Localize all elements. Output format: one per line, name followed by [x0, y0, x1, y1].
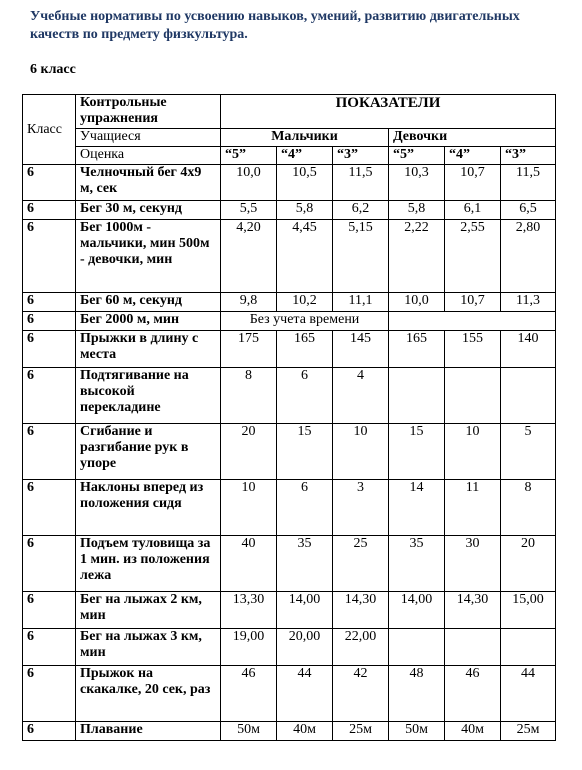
cell-value: 175 [221, 331, 277, 368]
cell-value: 165 [389, 331, 445, 368]
table-row [23, 536, 556, 592]
cell-value: 11 [445, 480, 501, 536]
cell-value: 50м [389, 722, 445, 741]
cell-value [445, 629, 501, 666]
norms-table [22, 94, 556, 741]
header-mark: “5” [389, 147, 445, 165]
cell-value: 2,55 [445, 220, 501, 293]
cell-class: 6 [23, 536, 76, 592]
cell-value: 11,1 [333, 293, 389, 312]
cell-value [501, 629, 556, 666]
cell-class: 6 [23, 368, 76, 424]
cell-class: 6 [23, 312, 76, 331]
cell-value: 6,5 [501, 201, 556, 220]
table-row [23, 201, 556, 220]
cell-value: 25м [501, 722, 556, 741]
table-row [23, 424, 556, 480]
cell-value: 25м [333, 722, 389, 741]
cell-exercise: Бег 1000м - мальчики, мин 500м - девочки, мин [76, 220, 221, 293]
header-boys: Мальчики [221, 129, 389, 147]
cell-class: 6 [23, 220, 76, 293]
cell-value: 15 [277, 424, 333, 480]
cell-empty [389, 312, 556, 331]
cell-value: 155 [445, 331, 501, 368]
cell-value: 9,8 [221, 293, 277, 312]
cell-exercise: Сгибание и разгибание рук в упоре [76, 424, 221, 480]
cell-exercise: Челночный бег 4х9 м, сек [76, 165, 221, 201]
cell-value: 2,22 [389, 220, 445, 293]
cell-value: 20 [501, 536, 556, 592]
cell-value: 46 [445, 666, 501, 722]
cell-value: 5,8 [389, 201, 445, 220]
header-mark: “4” [277, 147, 333, 165]
cell-value: 20,00 [277, 629, 333, 666]
cell-value: 145 [333, 331, 389, 368]
cell-value: 10,3 [389, 165, 445, 201]
cell-value: 42 [333, 666, 389, 722]
cell-exercise: Прыжок на скакалке, 20 сек, раз [76, 666, 221, 722]
cell-value: 48 [389, 666, 445, 722]
cell-value: 40 [221, 536, 277, 592]
cell-value: 14,00 [277, 592, 333, 629]
cell-class: 6 [23, 629, 76, 666]
cell-value: 14 [389, 480, 445, 536]
cell-value: 14,30 [445, 592, 501, 629]
cell-value: 44 [277, 666, 333, 722]
cell-value: 5,5 [221, 201, 277, 220]
cell-value: 5,8 [277, 201, 333, 220]
cell-value: 2,80 [501, 220, 556, 293]
cell-value: 10,0 [221, 165, 277, 201]
cell-note: Без учета времени [221, 312, 389, 331]
cell-value: 13,30 [221, 592, 277, 629]
header-indicators: ПОКАЗАТЕЛИ [221, 95, 556, 129]
cell-value: 40м [445, 722, 501, 741]
header-girls: Девочки [389, 129, 556, 147]
header-grade: Оценка [76, 147, 221, 165]
cell-exercise: Бег на лыжах 3 км, мин [76, 629, 221, 666]
cell-value: 8 [501, 480, 556, 536]
cell-value: 3 [333, 480, 389, 536]
cell-exercise: Прыжки в длину с места [76, 331, 221, 368]
table-row [23, 592, 556, 629]
cell-exercise: Бег на лыжах 2 км, мин [76, 592, 221, 629]
cell-value: 8 [221, 368, 277, 424]
cell-value [445, 368, 501, 424]
cell-value: 6 [277, 480, 333, 536]
cell-value: 14,00 [389, 592, 445, 629]
cell-value: 4 [333, 368, 389, 424]
cell-value: 15,00 [501, 592, 556, 629]
cell-value: 140 [501, 331, 556, 368]
table-row [23, 629, 556, 666]
cell-value: 6,1 [445, 201, 501, 220]
header-exercises: Контрольные упражнения [76, 95, 221, 129]
cell-value: 10,7 [445, 293, 501, 312]
table-row [23, 368, 556, 424]
cell-exercise: Наклоны вперед из положения сидя [76, 480, 221, 536]
cell-value: 19,00 [221, 629, 277, 666]
cell-value: 50м [221, 722, 277, 741]
cell-value: 11,3 [501, 293, 556, 312]
cell-value: 10 [445, 424, 501, 480]
grade-heading: 6 класс [30, 62, 76, 77]
cell-value [501, 368, 556, 424]
cell-value: 11,5 [501, 165, 556, 201]
cell-class: 6 [23, 293, 76, 312]
table-row [23, 220, 556, 293]
cell-value: 10,5 [277, 165, 333, 201]
header-mark: “3” [333, 147, 389, 165]
cell-value: 44 [501, 666, 556, 722]
cell-class: 6 [23, 424, 76, 480]
cell-value: 5,15 [333, 220, 389, 293]
header-mark: “5” [221, 147, 277, 165]
cell-exercise: Подъем туловища за 1 мин. из положения лежа [76, 536, 221, 592]
cell-value: 30 [445, 536, 501, 592]
table-header [23, 95, 556, 165]
cell-class: 6 [23, 165, 76, 201]
cell-value: 15 [389, 424, 445, 480]
document-title: Учебные нормативы по усвоению навыков, умений, развитию двигательных качеств по предмету физкультура. [30, 9, 520, 42]
cell-value: 4,20 [221, 220, 277, 293]
cell-value: 10 [333, 424, 389, 480]
cell-value: 10,7 [445, 165, 501, 201]
cell-value: 10,0 [389, 293, 445, 312]
table-row [23, 293, 556, 312]
cell-class: 6 [23, 666, 76, 722]
header-mark: “3” [501, 147, 556, 165]
cell-class: 6 [23, 331, 76, 368]
cell-exercise: Бег 2000 м, мин [76, 312, 221, 331]
cell-class: 6 [23, 201, 76, 220]
cell-exercise: Плавание [76, 722, 221, 741]
header-mark: “4” [445, 147, 501, 165]
cell-value: 6,2 [333, 201, 389, 220]
cell-value: 11,5 [333, 165, 389, 201]
table-body [23, 165, 556, 741]
cell-value: 4,45 [277, 220, 333, 293]
cell-value: 46 [221, 666, 277, 722]
table-row [23, 722, 556, 741]
cell-value [389, 629, 445, 666]
cell-value: 20 [221, 424, 277, 480]
cell-exercise: Подтягивание на высокой перекладине [76, 368, 221, 424]
cell-value: 25 [333, 536, 389, 592]
cell-value: 22,00 [333, 629, 389, 666]
cell-value [389, 368, 445, 424]
cell-class: 6 [23, 722, 76, 741]
cell-class: 6 [23, 480, 76, 536]
cell-value: 165 [277, 331, 333, 368]
table-row [23, 331, 556, 368]
cell-class: 6 [23, 592, 76, 629]
table-row [23, 480, 556, 536]
cell-value: 10,2 [277, 293, 333, 312]
header-students: Учащиеся [76, 129, 221, 147]
cell-value: 35 [389, 536, 445, 592]
cell-value: 5 [501, 424, 556, 480]
cell-value: 14,30 [333, 592, 389, 629]
cell-exercise: Бег 60 м, секунд [76, 293, 221, 312]
table-row [23, 666, 556, 722]
header-class: Класс [23, 95, 76, 165]
cell-value: 6 [277, 368, 333, 424]
cell-value: 40м [277, 722, 333, 741]
cell-value: 10 [221, 480, 277, 536]
cell-value: 35 [277, 536, 333, 592]
table-row [23, 312, 556, 331]
table-row [23, 165, 556, 201]
cell-exercise: Бег 30 м, секунд [76, 201, 221, 220]
